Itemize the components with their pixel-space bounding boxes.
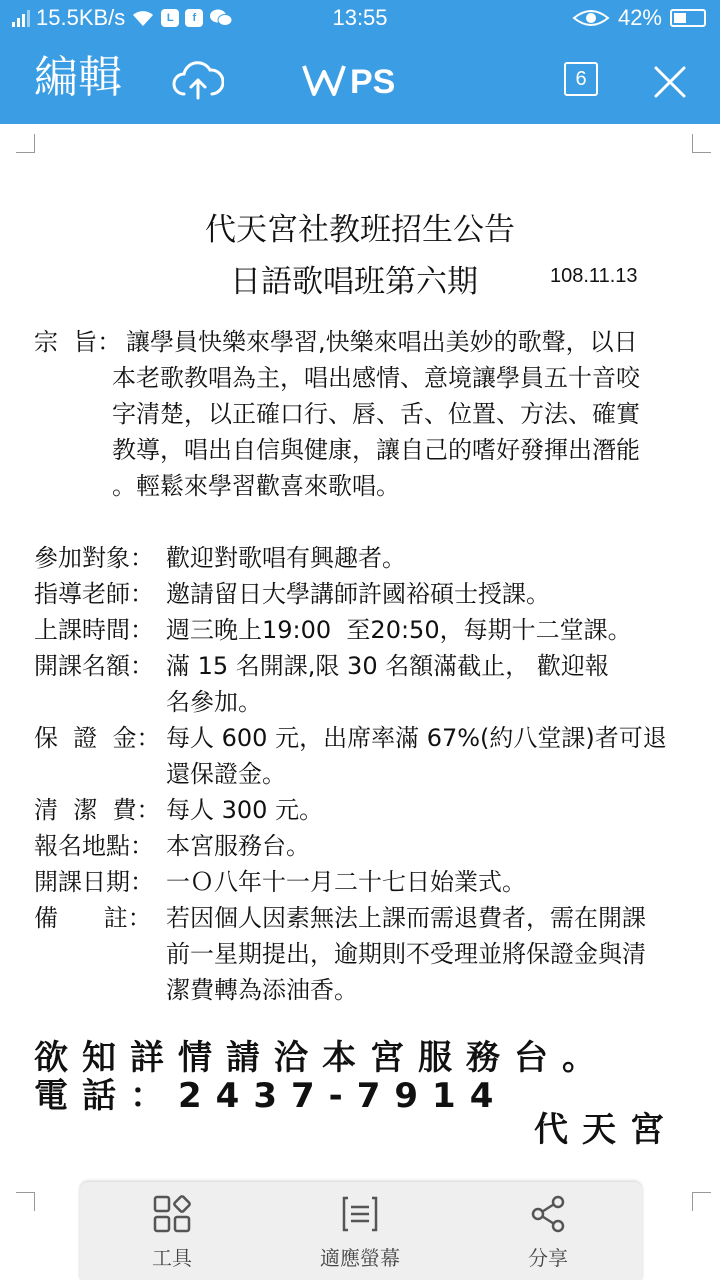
item-value: 若因個人因素無法上課而需退費者，需在開課 [166,904,646,932]
facebook-icon: f [185,9,203,27]
purpose-label: 宗 旨： [34,328,122,356]
item-value: 前一星期提出，逾期則不受理並將保證金與清 [166,940,646,968]
share-label: 分享 [528,1246,568,1270]
item-label: 指導老師： [34,580,154,608]
phone-line: 電話：2437-7914 [34,1076,508,1116]
doc-title: 代天宮社教班招生公告 [205,212,515,248]
status-right [572,5,706,31]
purpose-line: 。輕鬆來學習歡喜來歌唱。 [112,472,400,500]
fit-screen-button[interactable] [290,1194,430,1271]
line-icon: L [161,9,179,27]
item-value: 週三晚上19:00 至20:50，每期十二堂課。 [166,616,632,644]
net-speed: 15.5KB/s [36,5,126,30]
battery-icon [670,9,706,27]
battery-percent: 42% [617,5,662,30]
page-corner-top-right [692,134,711,153]
logo-text: PS [350,63,396,98]
item-label: 備 註： [34,904,152,932]
item-value: 一Ｏ八年十一月二十七日始業式。 [166,868,526,896]
cloud-upload-icon[interactable] [172,58,224,104]
item-label: 開課日期： [34,868,154,896]
bottom-toolbar [80,1182,642,1280]
share-icon [528,1194,568,1234]
item-value: 滿 15 名開課,限 30 名額滿截止， 歡迎報 [166,652,609,680]
item-label: 報名地點： [34,832,154,860]
page-corner-bottom-left [16,1192,35,1211]
page-corner-top-left [16,134,35,153]
purpose-line: 教導，唱出自信與健康，讓自己的嗜好發揮出潛能 [112,436,640,464]
app-bar [0,36,720,124]
doc-subtitle: 日語歌唱班第六期 [230,264,478,300]
tools-button[interactable] [102,1194,242,1271]
item-value: 還保證金。 [166,760,286,788]
status-bar [0,0,720,36]
item-label: 參加對象： [34,544,154,572]
page-corner-bottom-right [692,1192,711,1211]
contact-line: 欲知詳情請洽本宮服務台。 [34,1038,610,1078]
purpose-line: 字清楚，以正確口行、唇、舌、位置、方法、確實 [112,400,640,428]
item-label: 保 證 金： [34,724,161,752]
purpose-line: 讓學員快樂來學習,快樂來唱出美妙的歌聲，以日 [126,328,638,356]
wps-logo [300,62,420,98]
edit-button[interactable]: 編輯 [34,52,122,103]
share-button[interactable] [478,1194,618,1271]
close-icon[interactable] [650,62,690,102]
tools-label: 工具 [152,1246,192,1270]
eye-icon [572,8,610,28]
purpose-line: 本老歌教唱為主，唱出感情、意境讓學員五十音咬 [112,364,640,392]
item-value: 潔費轉為添油香。 [166,976,358,1004]
fit-screen-icon [340,1194,380,1234]
signature: 代天宮 [534,1110,678,1150]
item-value: 邀請留日大學講師許國裕碩士授課。 [166,580,550,608]
item-label: 開課名額： [34,652,154,680]
item-value: 每人 600 元，出席率滿 67%(約八堂課)者可退 [166,724,667,752]
item-value: 名參加。 [166,688,262,716]
item-value: 本宮服務台。 [166,832,310,860]
item-value: 每人 300 元。 [166,796,324,824]
item-value: 歡迎對歌唱有興趣者。 [166,544,406,572]
clock: 13:55 [332,5,388,30]
fit-screen-label: 適應螢幕 [320,1246,400,1270]
battery-level [674,13,686,23]
item-label: 清 潔 費： [34,796,161,824]
item-label: 上課時間： [34,616,154,644]
doc-date: 108.11.13 [550,265,638,287]
grid-icon [152,1194,192,1234]
page-count-button[interactable]: 6 [564,62,598,96]
